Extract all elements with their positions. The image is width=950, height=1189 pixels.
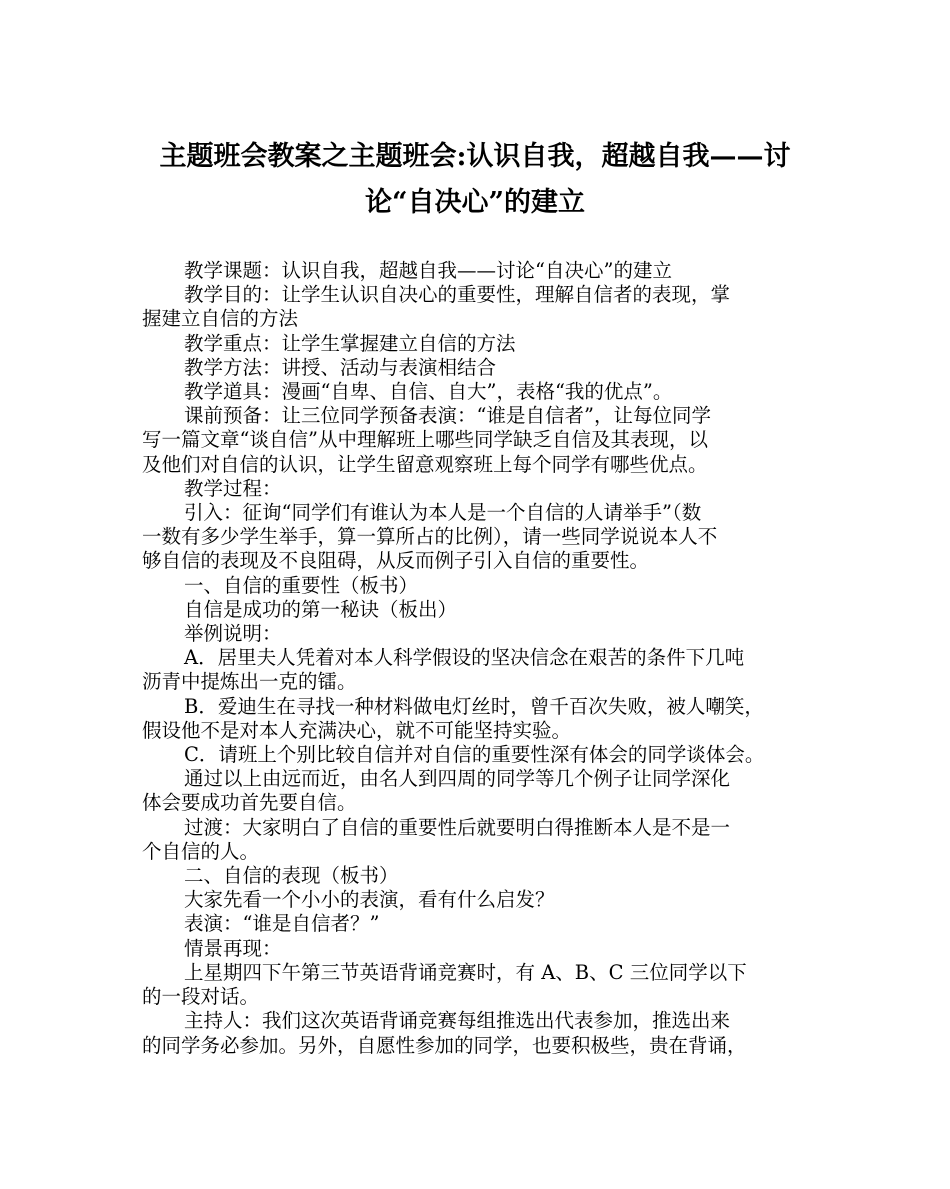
paragraph (142, 283, 814, 331)
paragraph (142, 961, 814, 1009)
paragraph (142, 695, 814, 743)
paragraph (142, 477, 814, 501)
paragraph (142, 888, 814, 912)
paragraph-line: 的一段对话。 (142, 985, 260, 1009)
paragraph-line: 教学道具：漫画“自卑、自信、自大”，表格“我的优点”。 (184, 380, 673, 404)
paragraph-line: 写一篇文章“谈自信”从中理解班上哪些同学缺乏自信及其表现，以 (142, 428, 708, 452)
paragraph (142, 356, 814, 380)
paragraph-line: 教学重点：让学生掌握建立自信的方法 (184, 331, 516, 355)
paragraph (142, 332, 814, 356)
paragraph (142, 767, 814, 815)
paragraph-line: 及他们对自信的认识，让学生留意观察班上每个同学有哪些优点。 (142, 452, 708, 476)
paragraph-line: 表演：“谁是自信者？” (184, 912, 380, 936)
paragraph-line: 的同学务必参加。另外，自愿性参加的同学，也要积极些，贵在背诵， (142, 1033, 747, 1057)
paragraph (142, 646, 814, 694)
paragraph (142, 816, 814, 864)
document-body (142, 259, 814, 1058)
paragraph-line: 情景再现： (184, 936, 282, 960)
paragraph-line: B．爱迪生在寻找一种材料做电灯丝时，曾千百次失败，被人嘲笑， (184, 694, 764, 718)
paragraph (142, 404, 814, 477)
paragraph-line: 自信是成功的第一秘诀（板出） (184, 597, 458, 621)
paragraph-line: 体会要成功首先要自信。 (142, 791, 357, 815)
paragraph (142, 743, 814, 767)
paragraph-line: 主持人：我们这次英语背诵竞赛每组推选出代表参加，推选出来 (184, 1009, 731, 1033)
paragraph-line: 教学方法：讲授、活动与表演相结合 (184, 355, 497, 379)
paragraph (142, 912, 814, 936)
paragraph-line: 大家先看一个小小的表演，看有什么启发？ (184, 888, 555, 912)
paragraph (142, 380, 814, 404)
paragraph (142, 259, 814, 283)
title-line-1: 主题班会教案之主题班会:认识自我，超越自我——讨 (159, 141, 791, 172)
paragraph-line: 一数有多少学生举手，算一算所占的比例），请一些同学说说本人不 (142, 525, 718, 549)
paragraph-line: 假设他不是对本人充满决心，就不可能坚持实验。 (142, 718, 572, 742)
paragraph (142, 598, 814, 622)
paragraph-line: 教学目的：让学生认识自决心的重要性，理解自信者的表现，掌 (184, 283, 731, 307)
paragraph-line: 一、自信的重要性（板书） (184, 573, 419, 597)
paragraph-line: 举例说明： (184, 622, 282, 646)
paragraph (142, 622, 814, 646)
paragraph-line: 教学课题：认识自我，超越自我——讨论“自决心”的建立 (184, 259, 672, 282)
paragraph (142, 864, 814, 888)
paragraph-line: 够自信的表现及不良阻碍，从反而例子引入自信的重要性。 (142, 549, 650, 573)
paragraph-line: 引入：征询“同学们有谁认为本人是一个自信的人请举手”（数 (184, 501, 702, 525)
paragraph-line: 上星期四下午第三节英语背诵竞赛时，有 A、B、C 三位同学以下 (184, 960, 747, 984)
paragraph-line: 过渡：大家明白了自信的重要性后就要明白得推断本人是不是一 (184, 815, 731, 839)
title-line-2: 论“自决心”的建立 (364, 187, 586, 218)
paragraph (142, 937, 814, 961)
paragraph-line: 课前预备：让三位同学预备表演：“谁是自信者”，让每位同学 (184, 404, 711, 428)
paragraph-line: A．居里夫人凭着对本人科学假设的坚决信念在艰苦的条件下几吨 (184, 646, 745, 670)
document-title (140, 134, 810, 226)
paragraph-line: 通过以上由远而近，由名人到四周的同学等几个例子让同学深化 (184, 767, 731, 791)
paragraph (142, 574, 814, 598)
paragraph-line: 握建立自信的方法 (142, 307, 299, 331)
paragraph (142, 501, 814, 574)
paragraph (142, 1009, 814, 1057)
paragraph-line: 个自信的人。 (142, 839, 260, 863)
paragraph-line: C．请班上个别比较自信并对自信的重要性深有体会的同学谈体会。 (184, 743, 765, 767)
paragraph-line: 教学过程： (184, 476, 282, 500)
paragraph-line: 沥青中提炼出一克的镭。 (142, 670, 357, 694)
paragraph-line: 二、自信的表现（板书） (184, 864, 399, 888)
